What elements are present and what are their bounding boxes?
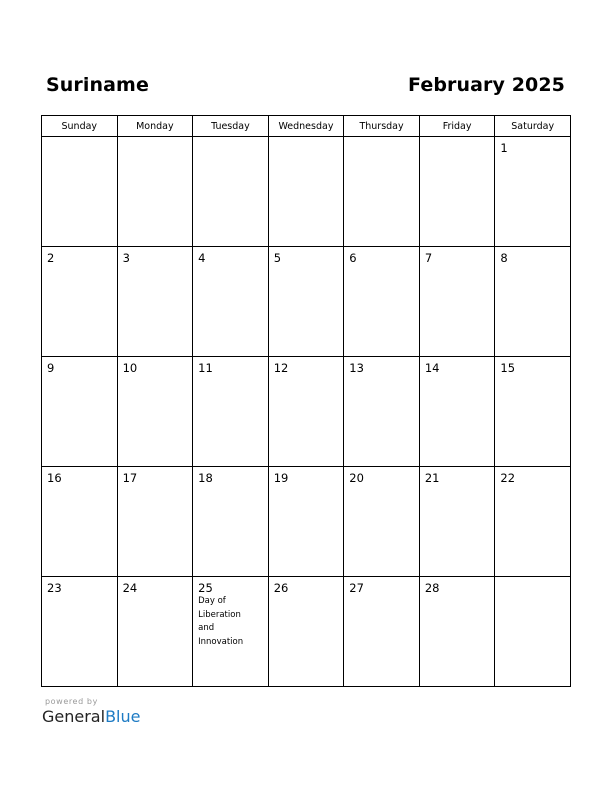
day-number: 2 xyxy=(47,251,55,265)
week-row xyxy=(42,247,571,357)
day-number: 27 xyxy=(349,581,364,595)
day-number: 1 xyxy=(500,141,508,155)
day-number: 6 xyxy=(349,251,357,265)
day-cell xyxy=(268,357,344,467)
day-cell xyxy=(268,137,344,247)
day-cell xyxy=(117,137,193,247)
day-number: 21 xyxy=(424,471,440,485)
month-title: February 2025 xyxy=(408,74,565,96)
day-number: 9 xyxy=(47,361,55,375)
day-number: 17 xyxy=(122,471,138,485)
day-number: 16 xyxy=(47,471,62,485)
day-number: 23 xyxy=(47,581,62,595)
weekday-friday: Friday xyxy=(419,116,495,137)
day-number: 13 xyxy=(349,361,364,375)
day-cell xyxy=(42,247,118,357)
brand-name-blue: Blue xyxy=(105,707,141,726)
holiday-label xyxy=(198,595,260,649)
day-number: 11 xyxy=(198,361,213,375)
day-cell xyxy=(193,247,269,357)
day-cell xyxy=(495,577,571,687)
weekday-header-row xyxy=(42,116,571,137)
day-cell xyxy=(42,137,118,247)
day-cell xyxy=(419,577,495,687)
holiday-line: Liberation xyxy=(198,609,241,620)
day-number: 8 xyxy=(500,251,508,265)
day-number: 25 xyxy=(198,581,213,595)
weekday-wednesday: Wednesday xyxy=(268,116,344,137)
day-number: 24 xyxy=(122,581,138,595)
day-cell xyxy=(268,247,344,357)
day-cell xyxy=(42,467,118,577)
day-cell xyxy=(193,577,269,687)
day-cell xyxy=(344,467,420,577)
weekday-saturday: Saturday xyxy=(495,116,571,137)
day-number: 15 xyxy=(500,361,516,375)
day-number: 19 xyxy=(273,471,289,485)
day-cell xyxy=(117,577,193,687)
day-cell xyxy=(344,137,420,247)
day-cell xyxy=(344,357,420,467)
weekday-tuesday: Tuesday xyxy=(193,116,269,137)
day-number: 22 xyxy=(500,471,516,485)
day-cell xyxy=(268,577,344,687)
day-cell xyxy=(344,247,420,357)
week-row xyxy=(42,467,571,577)
day-cell xyxy=(495,247,571,357)
day-number: 28 xyxy=(424,581,440,595)
day-number: 18 xyxy=(198,471,213,485)
day-number: 7 xyxy=(424,251,433,265)
footer-branding xyxy=(42,697,140,726)
day-cell xyxy=(42,357,118,467)
day-cell xyxy=(419,357,495,467)
day-cell xyxy=(344,577,420,687)
day-cell xyxy=(193,467,269,577)
calendar-grid xyxy=(41,115,571,687)
weekday-sunday: Sunday xyxy=(42,116,118,137)
day-number: 12 xyxy=(273,361,289,375)
day-number: 14 xyxy=(424,361,440,375)
holiday-line: and xyxy=(198,623,215,633)
holiday-line: Day of xyxy=(198,596,226,606)
day-number: 20 xyxy=(349,471,364,485)
week-row xyxy=(42,137,571,247)
day-cell xyxy=(117,247,193,357)
day-cell xyxy=(117,467,193,577)
day-cell xyxy=(419,137,495,247)
day-cell xyxy=(268,467,344,577)
day-number: 4 xyxy=(198,251,206,265)
week-row xyxy=(42,357,571,467)
country-title: Suriname xyxy=(46,74,149,96)
day-number: 10 xyxy=(122,361,138,375)
day-cell xyxy=(193,357,269,467)
weekday-thursday: Thursday xyxy=(344,116,420,137)
holiday-line: Innovation xyxy=(198,636,244,647)
day-number: 26 xyxy=(273,581,289,595)
day-cell xyxy=(495,357,571,467)
brand-logo xyxy=(42,707,140,726)
week-row xyxy=(42,577,571,687)
day-cell xyxy=(495,467,571,577)
day-cell xyxy=(419,247,495,357)
day-cell xyxy=(495,137,571,247)
day-number: 5 xyxy=(273,251,282,265)
day-cell xyxy=(42,577,118,687)
powered-by-text: powered by xyxy=(45,697,98,706)
day-cell xyxy=(117,357,193,467)
day-cell xyxy=(419,467,495,577)
day-cell xyxy=(193,137,269,247)
day-number: 3 xyxy=(122,251,130,265)
brand-name-general: General xyxy=(42,707,106,726)
weekday-monday: Monday xyxy=(117,116,193,137)
calendar-header xyxy=(46,70,565,100)
